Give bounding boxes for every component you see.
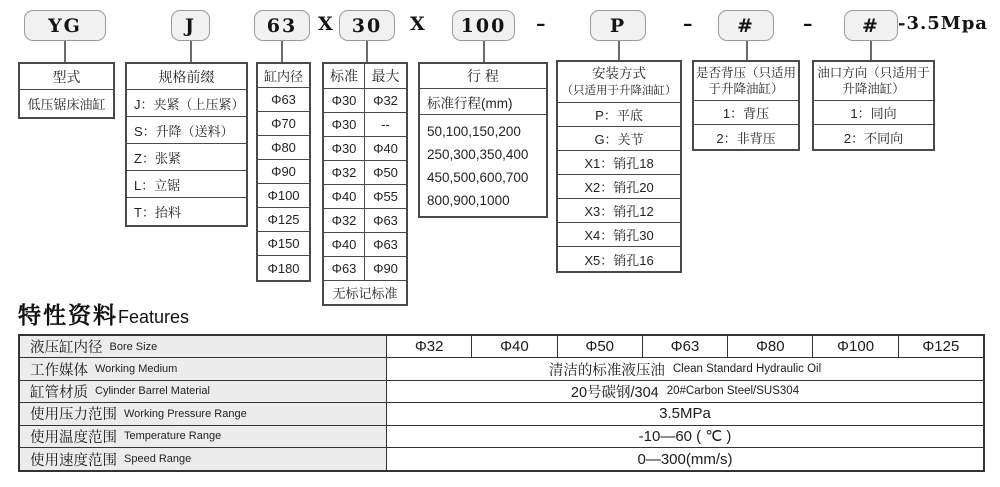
stroke-subheader: 标准行程(mm) (420, 89, 546, 115)
feature-value-text: 3.5MPa (659, 405, 711, 423)
stroke-table (418, 62, 548, 218)
table-row: 2：非背压 (716, 130, 776, 146)
table-row: S：升降（送料） (127, 117, 246, 144)
mount-table (556, 60, 682, 273)
feature-value-text: 0—300(mm/s) (637, 450, 733, 468)
connector-line-type (64, 41, 66, 62)
table-row: P：平底 (558, 103, 680, 127)
feature-label-en: Temperature Range (124, 430, 222, 443)
mount-header-line2: （只适用于升降油缸） (561, 85, 677, 97)
model-segment-series: YG (24, 10, 106, 41)
rod-cell: -- (381, 117, 390, 132)
bore-size-cell: Φ50 (557, 336, 642, 357)
table-row: Φ63 (258, 88, 309, 112)
model-segment-port: # (844, 10, 898, 41)
features-table (18, 334, 985, 472)
backpressure-table-header (694, 62, 798, 101)
table-row: 1：背压 (694, 101, 798, 125)
bore-size-cell: Φ32 (414, 338, 444, 356)
model-separator-x1: X (318, 13, 333, 35)
rod-cell: Φ63 (373, 213, 398, 228)
stroke-table-header: 行 程 (420, 64, 546, 89)
table-row (324, 185, 406, 209)
feature-label-zh: 使用速度范围 (30, 452, 117, 469)
rod-cell: Φ90 (373, 261, 398, 276)
feature-label-zh: 使用温度范围 (30, 429, 117, 446)
backpressure-header-line2: 于升降油缸） (708, 82, 784, 96)
model-separator-dash1: – (536, 13, 546, 35)
connector-line-bore (281, 41, 283, 62)
connector-line-rod (366, 41, 368, 62)
model-segment-stroke: 100 (452, 10, 515, 41)
feature-label-zh: 缸管材质 (30, 384, 88, 401)
table-row: G：关节 (558, 127, 680, 151)
table-row: L：立锯 (127, 171, 246, 198)
model-separator-dash3: – (803, 13, 813, 35)
bore-table-header: 缸内径 (258, 64, 309, 88)
feature-value (387, 403, 983, 424)
connector-line-stroke (483, 41, 485, 62)
model-separator-dash2: – (683, 13, 693, 35)
feature-label (20, 336, 387, 357)
features-row-temperature (20, 426, 983, 448)
bore-size-cell: Φ80 (727, 336, 812, 357)
table-row (324, 137, 406, 161)
table-row: Φ180 (267, 260, 300, 276)
feature-value-zh: 20号碳钢/304 (570, 384, 659, 401)
port-table (812, 60, 935, 151)
rod-cell: Φ40 (373, 141, 398, 156)
features-row-barrel (20, 381, 983, 403)
model-segment-prefix: J (171, 10, 210, 41)
feature-label-zh: 工作媒体 (30, 362, 88, 379)
mount-table-header (558, 62, 680, 103)
feature-label-en: Cylinder Barrel Material (95, 385, 210, 398)
features-heading (18, 297, 189, 330)
model-segment-mount: P (590, 10, 646, 41)
bore-size-cell: Φ125 (898, 336, 983, 357)
table-row: X1：销孔18 (558, 151, 680, 175)
bore-size-cell: Φ100 (812, 336, 897, 357)
rod-cell: Φ55 (373, 189, 398, 204)
feature-label (20, 358, 387, 379)
stroke-line: 50,100,150,200 (427, 124, 521, 139)
stroke-line: 250,300,350,400 (427, 147, 529, 162)
backpressure-table (692, 60, 800, 151)
table-row: Φ70 (258, 112, 309, 136)
table-row: X4：销孔30 (558, 223, 680, 247)
prefix-table-header: 规格前缀 (127, 64, 246, 90)
table-row: T：抬料 (134, 205, 181, 220)
rod-cell: Φ30 (324, 89, 365, 112)
rod-cell: Φ32 (324, 161, 365, 184)
stroke-values (420, 115, 546, 216)
rod-cell: Φ30 (324, 137, 365, 160)
feature-label (20, 403, 387, 424)
features-heading-zh: 特性资料 (18, 302, 118, 329)
feature-value (387, 381, 983, 402)
table-row (324, 161, 406, 185)
connector-line-backpressure (746, 41, 748, 60)
table-row: 2：不同向 (843, 130, 904, 146)
feature-value-en: 20#Carbon Steel/SUS304 (666, 385, 800, 398)
rod-table-footer: 无标记标准 (332, 286, 398, 301)
table-row (324, 89, 406, 113)
features-row-medium (20, 358, 983, 380)
feature-value-zh: 清洁的标准液压油 (548, 362, 665, 379)
stroke-line: 800,900,1000 (427, 193, 510, 208)
table-row: Φ125 (258, 208, 309, 232)
rod-cell: Φ63 (373, 237, 398, 252)
feature-label (20, 448, 387, 470)
features-row-bore (20, 336, 983, 358)
features-row-pressure (20, 403, 983, 425)
table-row: X5：销孔16 (584, 252, 654, 268)
feature-label-en: Speed Range (124, 453, 192, 466)
feature-value (387, 426, 983, 447)
rod-cell: Φ32 (373, 93, 398, 108)
feature-value (387, 448, 983, 470)
table-row (324, 233, 406, 257)
table-row (324, 209, 406, 233)
features-heading-en: Features (118, 307, 190, 327)
rod-cell: Φ40 (324, 185, 365, 208)
bore-table (256, 62, 311, 282)
rod-header-max: 最大 (371, 68, 400, 84)
feature-label-zh: 使用压力范围 (30, 407, 117, 424)
rod-cell: Φ40 (324, 233, 365, 256)
model-segment-backpressure: # (718, 10, 774, 41)
rod-cell: Φ30 (324, 113, 365, 136)
type-table (18, 62, 115, 119)
table-row: Φ100 (258, 184, 309, 208)
model-pressure-suffix: -3.5Mpa (898, 13, 988, 34)
feature-value-en: Clean Standard Hydraulic Oil (672, 363, 822, 376)
port-header-line1: 油口方向（只适用于 (817, 66, 930, 80)
backpressure-header-line1: 是否背压（只适用 (695, 66, 796, 80)
rod-header-standard: 标准 (324, 64, 365, 88)
table-row: Φ90 (258, 160, 309, 184)
table-row: 1：同向 (814, 101, 933, 125)
table-row: Φ150 (258, 232, 309, 256)
table-row (324, 257, 406, 281)
feature-label-en: Working Medium (95, 363, 178, 376)
table-row (324, 113, 406, 137)
feature-value-text: -10—60 ( ℃ ) (638, 428, 732, 446)
stroke-line: 450,500,600,700 (427, 170, 529, 185)
feature-label-zh: 液压缸内径 (30, 340, 103, 357)
feature-value (387, 358, 983, 379)
feature-label-en: Bore Size (109, 340, 158, 353)
connector-line-prefix (190, 41, 192, 62)
feature-label (20, 381, 387, 402)
model-segment-rod: 30 (339, 10, 395, 41)
table-row: Z：张紧 (127, 144, 246, 171)
table-row: X3：销孔12 (558, 199, 680, 223)
table-row: J：夹紧（上压紧） (127, 90, 246, 117)
features-row-speed (20, 448, 983, 470)
rod-cell: Φ32 (324, 209, 365, 232)
type-table-value: 低压锯床油缸 (27, 97, 106, 112)
type-table-header: 型式 (20, 64, 113, 90)
rod-cell: Φ63 (324, 257, 365, 280)
mount-header-line1: 安装方式 (592, 66, 646, 81)
bore-size-cell: Φ63 (642, 336, 727, 357)
rod-cell: Φ50 (373, 165, 398, 180)
bore-size-values (387, 336, 983, 357)
rod-table-header (324, 64, 406, 89)
table-row: Φ80 (258, 136, 309, 160)
feature-label-en: Working Pressure Range (124, 407, 247, 420)
port-table-header (814, 62, 933, 101)
feature-label (20, 426, 387, 447)
port-header-line2: 升降油缸） (842, 82, 905, 96)
connector-line-mount (618, 41, 620, 60)
table-row: X2：销孔20 (558, 175, 680, 199)
model-separator-x2: X (410, 13, 425, 35)
model-segment-bore: 63 (254, 10, 310, 41)
connector-line-port (870, 41, 872, 60)
bore-size-cell: Φ40 (471, 336, 556, 357)
prefix-table (125, 62, 248, 227)
rod-table (322, 62, 408, 306)
